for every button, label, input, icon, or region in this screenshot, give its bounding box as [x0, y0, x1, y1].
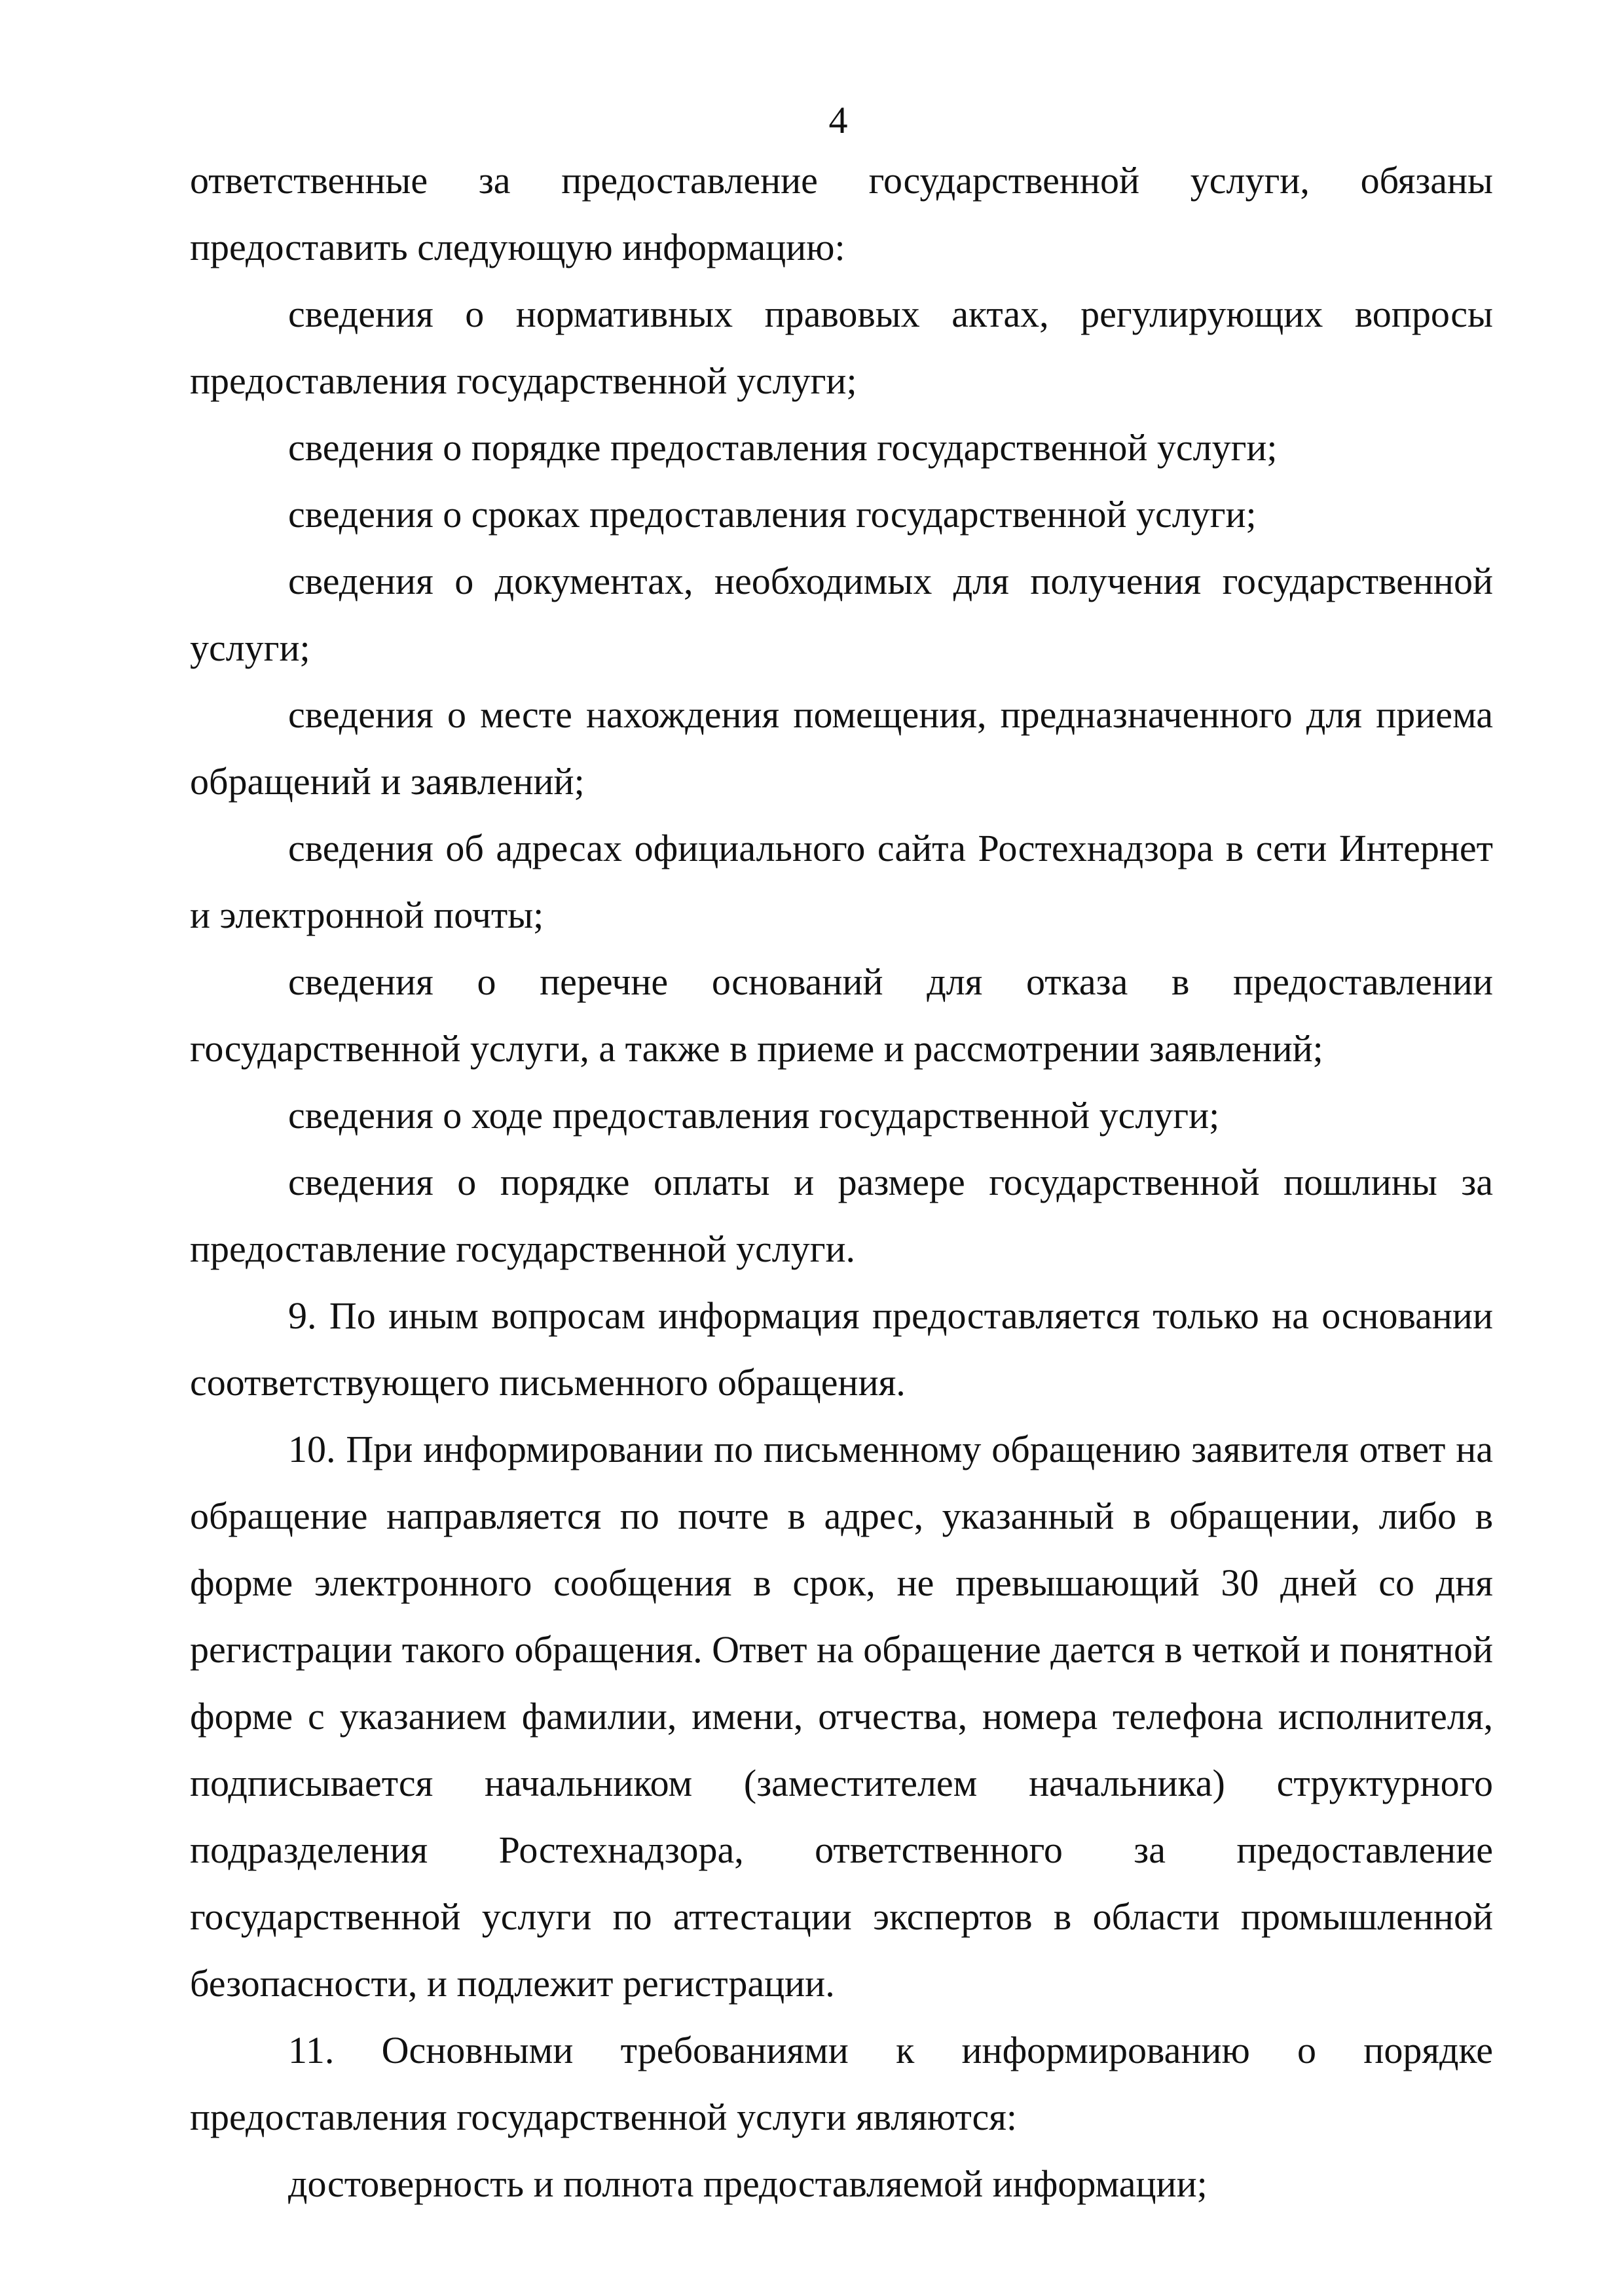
paragraph-fee: сведения о порядке оплаты и размере государственной пошлины за предоставление государственной услуги.	[190, 1161, 1493, 1270]
paragraph-procedure: сведения о порядке предоставления государственной услуги;	[288, 426, 1278, 469]
paragraph-clause-9: 9. По иным вопросам информация предоставляется только на основании соответствующего письменного обращения.	[190, 1294, 1493, 1404]
paragraph-continuation: ответственные за предоставление государственной услуги, обязаны предоставить следующую информацию:	[190, 159, 1493, 268]
paragraph-location: сведения о месте нахождения помещения, предназначенного для приема обращений и заявлений;	[190, 693, 1493, 803]
page-number: 4	[828, 99, 848, 141]
paragraph-normative-acts: сведения о нормативных правовых актах, регулирующих вопросы предоставления государственной услуги;	[190, 293, 1493, 402]
paragraph-website: сведения об адресах официального сайта Ростехнадзора в сети Интернет и электронной почты;	[190, 827, 1493, 936]
paragraph-reliability: достоверность и полнота предоставляемой информации;	[288, 2162, 1208, 2205]
paragraph-clause-11: 11. Основными требованиями к информированию о порядке предоставления государственной услуги являются:	[190, 2029, 1493, 2138]
document-body	[190, 147, 1493, 2217]
paragraph-progress: сведения о ходе предоставления государственной услуги;	[288, 1094, 1220, 1137]
paragraph-documents: сведения о документах, необходимых для получения государственной услуги;	[190, 560, 1493, 669]
paragraph-terms: сведения о сроках предоставления государственной услуги;	[288, 493, 1257, 536]
paragraph-clause-10: 10. При информировании по письменному обращению заявителя ответ на обращение направляется по почте в адрес, указанный в обращении, либо в форме электронного сообщения в срок, не превышающий 30 дней со дня регистрации такого обращения. Ответ на обращение дается в четкой и понятной форме с указанием фамилии, имени, отчества, номера телефона исполнителя, подписывается начальником (заместителем начальника) структурного подразделения Ростехнадзора, ответственного за предоставление государственной услуги по аттестации экспертов в области промышленной безопасности, и подлежит регистрации.	[190, 1428, 1493, 2005]
paragraph-refusal-grounds: сведения о перечне оснований для отказа в предоставлении государственной услуги, а также в приеме и рассмотрении заявлений;	[190, 960, 1493, 1070]
